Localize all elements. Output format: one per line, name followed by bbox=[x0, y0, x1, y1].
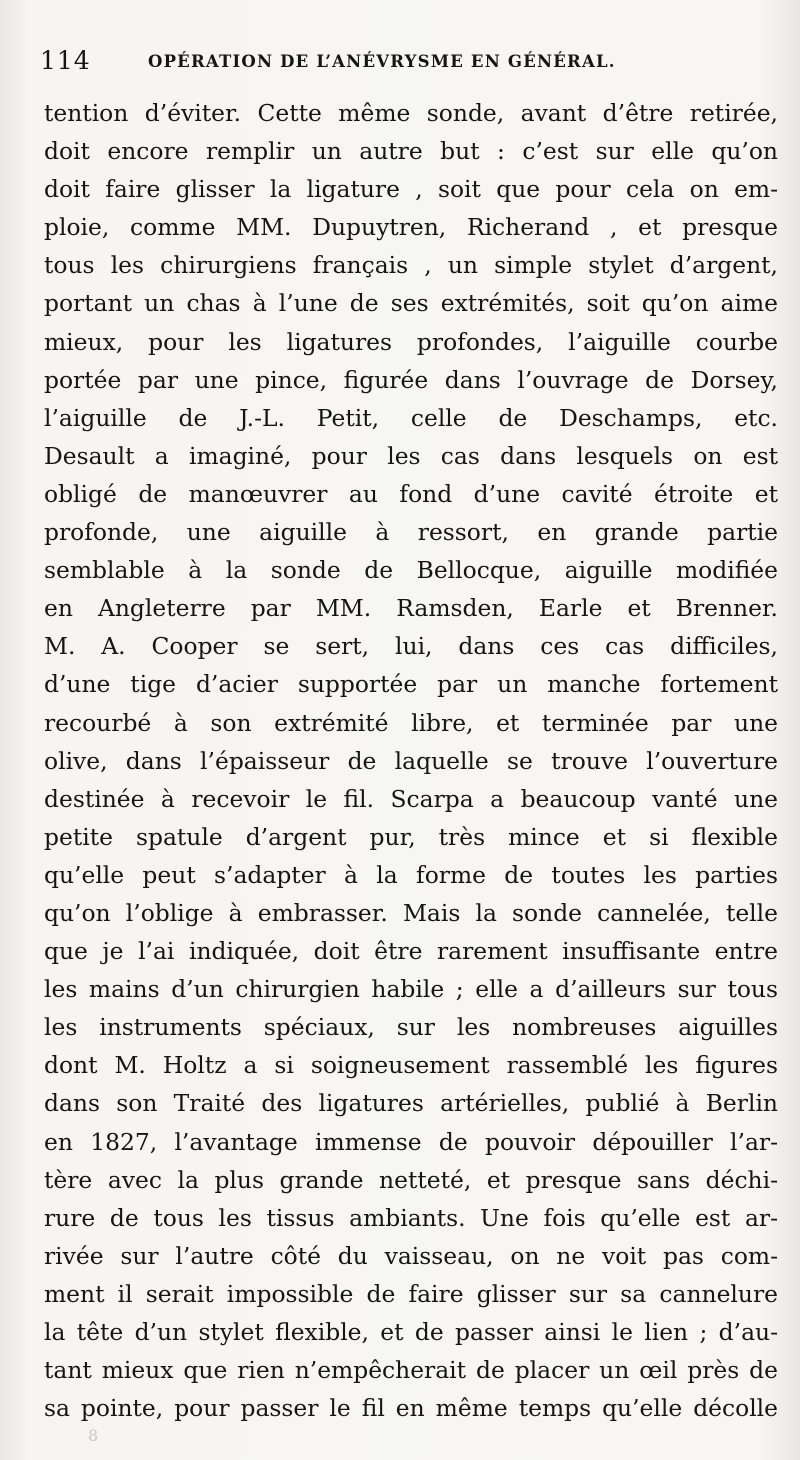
text-line: dans son Traité des ligatures artérielles, publié à Berlin bbox=[44, 1089, 778, 1118]
text-line: en 1827, l’avantage immense de pouvoir dépouiller l’ar- bbox=[44, 1127, 778, 1156]
text-line: rure de tous les tissus ambiants. Une fois qu’elle est ar- bbox=[44, 1203, 778, 1232]
page-number: 114 bbox=[40, 46, 91, 75]
text-line: doit encore remplir un autre but : c’est sur elle qu’on bbox=[44, 137, 778, 166]
text-line: d’une tige d’acier supportée par un manche fortement bbox=[44, 670, 778, 699]
text-line: semblable à la sonde de Bellocque, aiguille modifiée bbox=[44, 556, 778, 585]
page-header bbox=[40, 44, 760, 78]
body-text bbox=[44, 94, 778, 1427]
text-line: rivée sur l’autre côté du vaisseau, on ne voit pas com- bbox=[44, 1241, 778, 1270]
text-line: tention d’éviter. Cette même sonde, avant d’être retirée, bbox=[44, 99, 778, 127]
text-line: tère avec la plus grande netteté, et presque sans déchi- bbox=[44, 1165, 778, 1194]
text-line: destinée à recevoir le fil. Scarpa a beaucoup vanté une bbox=[44, 784, 778, 813]
text-line: M. A. Cooper se sert, lui, dans ces cas difficiles, bbox=[44, 632, 778, 661]
text-line: sa pointe, pour passer le fil en même temps qu’elle décolle bbox=[44, 1394, 778, 1423]
text-line: portée par une pince, figurée dans l’ouvrage de Dorsey, bbox=[44, 365, 778, 394]
text-line: les instruments spéciaux, sur les nombreuses aiguilles bbox=[44, 1013, 778, 1042]
text-line: qu’elle peut s’adapter à la forme de toutes les parties bbox=[44, 860, 778, 889]
text-line: recourbé à son extrémité libre, et terminée par une bbox=[44, 708, 778, 737]
text-line: petite spatule d’argent pur, très mince et si flexible bbox=[44, 822, 778, 851]
text-line: ment il serait impossible de faire glisser sur sa cannelure bbox=[44, 1279, 778, 1308]
text-line: obligé de manœuvrer au fond d’une cavité étroite et bbox=[44, 479, 778, 508]
text-line: la tête d’un stylet flexible, et de passer ainsi le lien ; d’au- bbox=[44, 1318, 778, 1346]
bleed-through-mark: 8 bbox=[88, 1426, 99, 1445]
text-line: tous les chirurgiens français , un simple stylet d’argent, bbox=[44, 251, 778, 280]
text-line: profonde, une aiguille à ressort, en grande partie bbox=[44, 518, 778, 547]
text-line: l’aiguille de J.-L. Petit, celle de Deschamps, etc. bbox=[44, 403, 778, 432]
text-line: doit faire glisser la ligature , soit que pour cela on em- bbox=[44, 175, 778, 204]
bleed-through-area bbox=[0, 1418, 800, 1460]
running-title: OPÉRATION DE L’ANÉVRYSME EN GÉNÉRAL. bbox=[148, 52, 616, 71]
text-line: que je l’ai indiquée, doit être rarement insuffisante entre bbox=[44, 937, 778, 966]
text-line: olive, dans l’épaisseur de laquelle se trouve l’ouverture bbox=[44, 746, 778, 775]
text-line: ploie, comme MM. Dupuytren, Richerand , et presque bbox=[44, 213, 778, 242]
text-line: les mains d’un chirurgien habile ; elle a d’ailleurs sur tous bbox=[44, 975, 778, 1004]
text-line: en Angleterre par MM. Ramsden, Earle et Brenner. bbox=[44, 594, 778, 623]
text-line: dont M. Holtz a si soigneusement rassemblé les figures bbox=[44, 1051, 778, 1080]
text-line: Desault a imaginé, pour les cas dans lesquels on est bbox=[44, 441, 778, 470]
text-line: mieux, pour les ligatures profondes, l’aiguille courbe bbox=[44, 327, 778, 356]
text-line: tant mieux que rien n’empêcherait de placer un œil près de bbox=[44, 1356, 778, 1385]
text-line: portant un chas à l’une de ses extrémités, soit qu’on aime bbox=[44, 289, 778, 318]
text-line: qu’on l’oblige à embrasser. Mais la sonde cannelée, telle bbox=[44, 898, 778, 927]
